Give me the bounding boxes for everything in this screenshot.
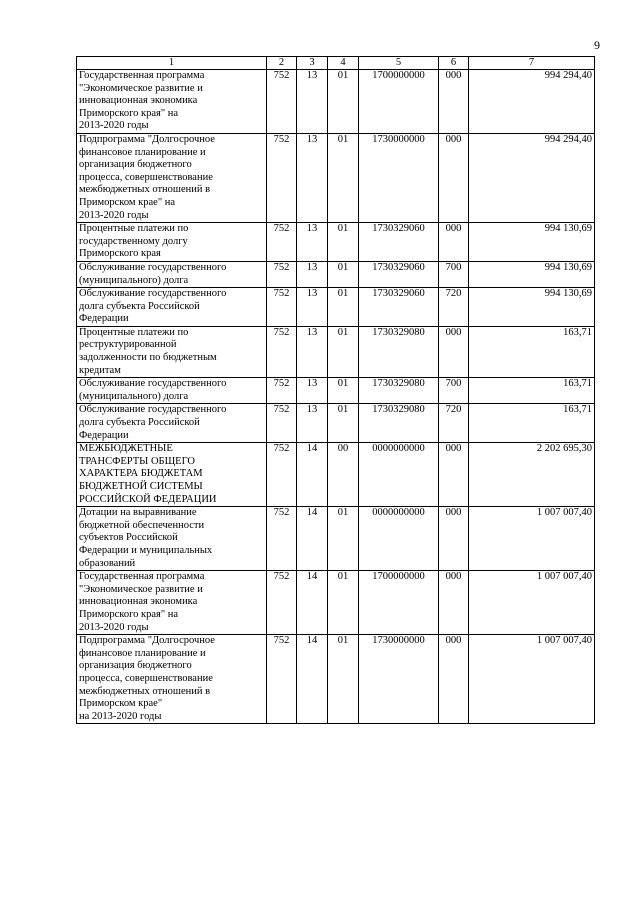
ministry-code-cell: 752 <box>267 288 297 327</box>
row-name-cell: Обслуживание государственного (муниципального) долга <box>77 261 267 287</box>
row-name-cell: Процентные платежи по государственному долгу Приморского края <box>77 223 267 262</box>
table-row <box>77 443 595 507</box>
section-code-cell: 13 <box>297 223 328 262</box>
column-header: 6 <box>439 57 469 70</box>
ministry-code-cell: 752 <box>267 571 297 635</box>
table-row <box>77 261 595 287</box>
amount-cell: 994 130,69 <box>469 261 595 287</box>
subsection-code-cell: 01 <box>328 261 359 287</box>
row-name-cell: Подпрограмма "Долгосрочное финансовое планирование и организация бюджетного процесса, совершенствование межбюджетных отношений в Приморском крае" на 2013-2020 годы <box>77 635 267 724</box>
subsection-code-cell: 01 <box>328 571 359 635</box>
table-header-row <box>77 57 595 70</box>
amount-cell: 994 130,69 <box>469 223 595 262</box>
row-name-cell: Подпрограмма "Долгосрочное финансовое планирование и организация бюджетного процесса, совершенствование межбюджетных отношений в Приморском крае" на 2013-2020 годы <box>77 133 267 222</box>
target-article-cell: 1730329080 <box>359 378 439 404</box>
amount-cell: 163,71 <box>469 378 595 404</box>
subsection-code-cell: 01 <box>328 223 359 262</box>
amount-cell: 2 202 695,30 <box>469 443 595 507</box>
subsection-code-cell: 01 <box>328 288 359 327</box>
target-article-cell: 1730000000 <box>359 133 439 222</box>
subsection-code-cell: 01 <box>328 635 359 724</box>
column-header: 1 <box>77 57 267 70</box>
section-code-cell: 13 <box>297 70 328 134</box>
table-row <box>77 133 595 222</box>
expense-type-cell: 000 <box>439 133 469 222</box>
amount-cell: 1 007 007,40 <box>469 571 595 635</box>
ministry-code-cell: 752 <box>267 635 297 724</box>
amount-cell: 1 007 007,40 <box>469 507 595 571</box>
row-name-cell: Обслуживание государственного долга субъекта Российской Федерации <box>77 288 267 327</box>
section-code-cell: 14 <box>297 635 328 724</box>
table-row <box>77 404 595 443</box>
expense-type-cell: 000 <box>439 70 469 134</box>
row-name-cell: Обслуживание государственного (муниципального) долга <box>77 378 267 404</box>
section-code-cell: 13 <box>297 261 328 287</box>
subsection-code-cell: 01 <box>328 326 359 377</box>
ministry-code-cell: 752 <box>267 133 297 222</box>
amount-cell: 994 294,40 <box>469 133 595 222</box>
expense-type-cell: 700 <box>439 261 469 287</box>
table-row <box>77 223 595 262</box>
subsection-code-cell: 01 <box>328 378 359 404</box>
table-row <box>77 571 595 635</box>
subsection-code-cell: 01 <box>328 70 359 134</box>
page-number: 9 <box>594 38 600 52</box>
target-article-cell: 1730329080 <box>359 326 439 377</box>
section-code-cell: 14 <box>297 507 328 571</box>
row-name-cell: МЕЖБЮДЖЕТНЫЕ ТРАНСФЕРТЫ ОБЩЕГО ХАРАКТЕРА БЮДЖЕТАМ БЮДЖЕТНОЙ СИСТЕМЫ РОССИЙСКОЙ ФЕДЕРАЦИИ <box>77 443 267 507</box>
amount-cell: 994 294,40 <box>469 70 595 134</box>
column-header: 4 <box>328 57 359 70</box>
target-article-cell: 1730329060 <box>359 288 439 327</box>
row-name-cell: Государственная программа "Экономическое развитие и инновационная экономика Приморского края" на 2013-2020 годы <box>77 571 267 635</box>
expense-type-cell: 000 <box>439 571 469 635</box>
amount-cell: 163,71 <box>469 404 595 443</box>
expense-type-cell: 000 <box>439 443 469 507</box>
row-name-cell: Государственная программа "Экономическое развитие и инновационная экономика Приморского края" на 2013-2020 годы <box>77 70 267 134</box>
column-header: 5 <box>359 57 439 70</box>
column-header: 2 <box>267 57 297 70</box>
expense-type-cell: 000 <box>439 326 469 377</box>
ministry-code-cell: 752 <box>267 70 297 134</box>
table-row <box>77 70 595 134</box>
row-name-cell: Дотации на выравнивание бюджетной обеспеченности субъектов Российской Федерации и муниципальных образований <box>77 507 267 571</box>
section-code-cell: 13 <box>297 404 328 443</box>
section-code-cell: 14 <box>297 443 328 507</box>
target-article-cell: 1730329060 <box>359 261 439 287</box>
ministry-code-cell: 752 <box>267 326 297 377</box>
target-article-cell: 1730329080 <box>359 404 439 443</box>
table-row <box>77 378 595 404</box>
target-article-cell: 0000000000 <box>359 507 439 571</box>
row-name-cell: Процентные платежи по реструктурированной задолженности по бюджетным кредитам <box>77 326 267 377</box>
ministry-code-cell: 752 <box>267 404 297 443</box>
subsection-code-cell: 00 <box>328 443 359 507</box>
ministry-code-cell: 752 <box>267 443 297 507</box>
target-article-cell: 1700000000 <box>359 571 439 635</box>
target-article-cell: 1730000000 <box>359 635 439 724</box>
section-code-cell: 14 <box>297 571 328 635</box>
subsection-code-cell: 01 <box>328 404 359 443</box>
expense-type-cell: 720 <box>439 288 469 327</box>
ministry-code-cell: 752 <box>267 507 297 571</box>
expense-type-cell: 000 <box>439 223 469 262</box>
amount-cell: 994 130,69 <box>469 288 595 327</box>
table-row <box>77 635 595 724</box>
section-code-cell: 13 <box>297 326 328 377</box>
ministry-code-cell: 752 <box>267 261 297 287</box>
expense-type-cell: 720 <box>439 404 469 443</box>
budget-table <box>76 56 595 724</box>
column-header: 7 <box>469 57 595 70</box>
table-row <box>77 507 595 571</box>
section-code-cell: 13 <box>297 288 328 327</box>
expense-type-cell: 000 <box>439 635 469 724</box>
expense-type-cell: 700 <box>439 378 469 404</box>
amount-cell: 1 007 007,40 <box>469 635 595 724</box>
expense-type-cell: 000 <box>439 507 469 571</box>
column-header: 3 <box>297 57 328 70</box>
target-article-cell: 0000000000 <box>359 443 439 507</box>
subsection-code-cell: 01 <box>328 507 359 571</box>
target-article-cell: 1730329060 <box>359 223 439 262</box>
amount-cell: 163,71 <box>469 326 595 377</box>
target-article-cell: 1700000000 <box>359 70 439 134</box>
section-code-cell: 13 <box>297 133 328 222</box>
ministry-code-cell: 752 <box>267 378 297 404</box>
table-row <box>77 288 595 327</box>
subsection-code-cell: 01 <box>328 133 359 222</box>
table-row <box>77 326 595 377</box>
row-name-cell: Обслуживание государственного долга субъекта Российской Федерации <box>77 404 267 443</box>
section-code-cell: 13 <box>297 378 328 404</box>
ministry-code-cell: 752 <box>267 223 297 262</box>
